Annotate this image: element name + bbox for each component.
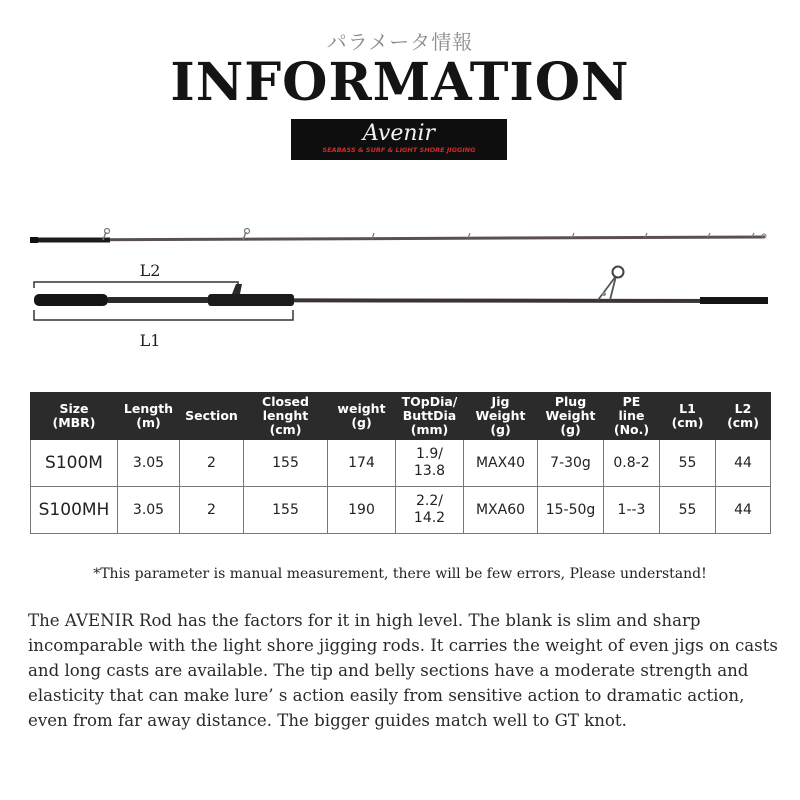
cell-closed-length: 155 [244,440,328,487]
measurement-note: *This parameter is manual measurement, there will be few errors, Please understand! [93,566,707,582]
product-description: The AVENIR Rod has the factors for it in high level. The blank is slim and sharp incomparable with the light shore jigging rods. It carries the weight of even jigs on casts and long casts are available. The tip and belly sections have a moderate strength and elasticity that can make lure’ s action easily from sensitive action to dramatic action, even from far away distance. The bigger guides match well to GT knot. [28,611,778,730]
cell-weight: 174 [328,440,396,487]
col-header-diameter: TOpDia/ ButtDia (mm) [396,393,464,440]
table-row [31,487,771,534]
cell-length: 3.05 [118,487,180,534]
rod-diagram [0,200,800,370]
col-header-jig-weight: Jig Weight (g) [464,393,538,440]
cell-l1: 55 [660,487,716,534]
cell-pe-line: 0.8-2 [604,440,660,487]
table-row [31,440,771,487]
col-header-length: Length (m) [118,393,180,440]
l1-label: L1 [139,331,161,350]
l2-label: L2 [139,261,161,280]
cell-l1: 55 [660,440,716,487]
cell-diameter: 2.2/ 14.2 [396,487,464,534]
brand-logo-name: Avenir [362,121,436,146]
col-header-plug-weight: Plug Weight (g) [538,393,604,440]
cell-size: S100M [31,440,118,487]
cell-length: 3.05 [118,440,180,487]
cell-weight: 190 [328,487,396,534]
col-header-closed-length: Closed lenght (cm) [244,393,328,440]
col-header-l1: L1 (cm) [660,393,716,440]
col-header-weight: weight (g) [328,393,396,440]
cell-l2: 44 [716,440,771,487]
table-header-row [31,393,771,440]
col-header-l2: L2 (cm) [716,393,771,440]
cell-plug-weight: 15-50g [538,487,604,534]
col-header-section: Section [180,393,244,440]
brand-logo-tagline: SEABASS & SURF & LIGHT SHORE JIGGING [322,146,476,154]
spec-table [30,392,771,534]
cell-diameter: 1.9/ 13.8 [396,440,464,487]
col-header-pe-line: PE line (No.) [604,393,660,440]
cell-l2: 44 [716,487,771,534]
cell-section: 2 [180,487,244,534]
cell-jig-weight: MXA60 [464,487,538,534]
cell-pe-line: 1--3 [604,487,660,534]
cell-size: S100MH [31,487,118,534]
cell-jig-weight: MAX40 [464,440,538,487]
l1-dimension [34,310,293,350]
rod-tip-section [30,229,766,244]
page-subtitle: パラメータ情報 [326,30,474,54]
cell-plug-weight: 7-30g [538,440,604,487]
cell-closed-length: 155 [244,487,328,534]
cell-section: 2 [180,440,244,487]
l2-dimension [34,261,238,288]
brand-logo [291,119,507,160]
col-header-size: Size (MBR) [31,393,118,440]
page-title: INFORMATION [170,52,630,113]
